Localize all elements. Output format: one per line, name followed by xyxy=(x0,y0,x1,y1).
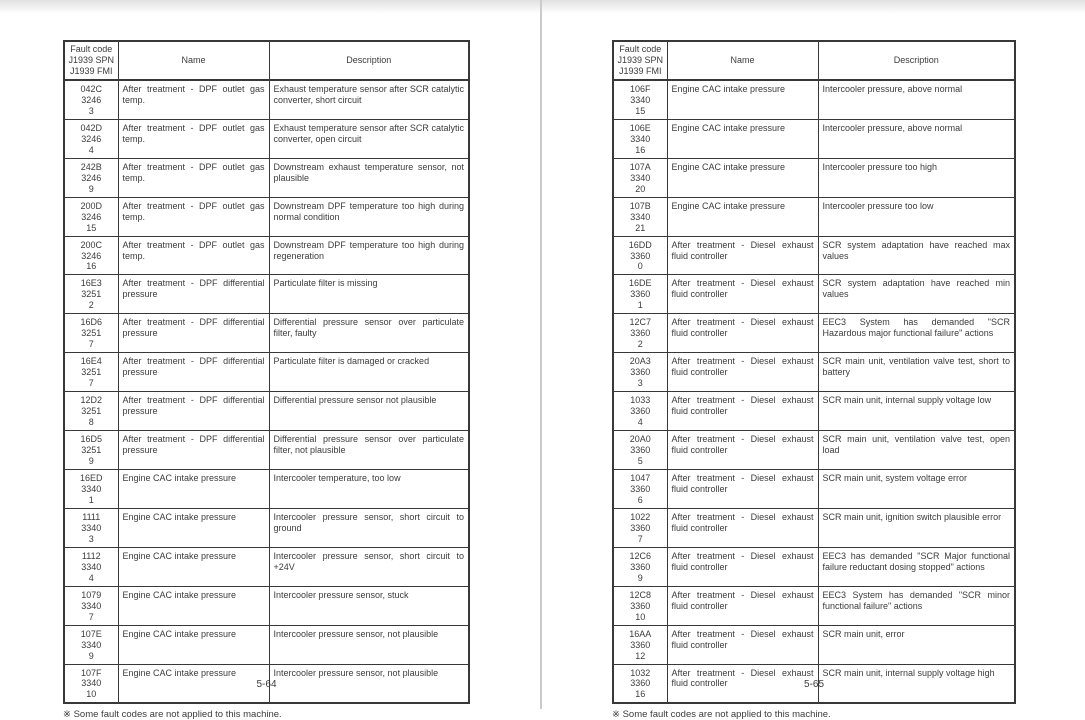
fault-code-table xyxy=(63,40,470,704)
fault-code-line: 1 xyxy=(637,300,643,311)
header-fault-code-line: Fault code xyxy=(70,44,113,54)
fault-code-line: 3340 xyxy=(81,522,102,533)
table-row xyxy=(613,80,1015,119)
name-cell: After treatment - Diesel exhaust fluid controller xyxy=(667,353,818,392)
name-cell: Engine CAC intake pressure xyxy=(667,80,818,119)
fault-code-line: 16D6 xyxy=(80,317,102,328)
fault-code-line: 3360 xyxy=(630,522,651,533)
fault-code-line: 1022 xyxy=(630,511,651,522)
fault-code-line: 12 xyxy=(635,650,646,661)
page-number: 5-64 xyxy=(256,679,277,690)
description-cell: Intercooler pressure, above normal xyxy=(818,80,1015,119)
fault-code-line: 2 xyxy=(88,300,94,311)
name-cell: Engine CAC intake pressure xyxy=(667,197,818,236)
name-cell: After treatment - DPF differential pressure xyxy=(118,275,269,314)
name-cell: After treatment - Diesel exhaust fluid controller xyxy=(667,314,818,353)
fault-code-line: 242B xyxy=(80,161,102,172)
name-cell: After treatment - DPF differential pressure xyxy=(118,314,269,353)
description-cell: Intercooler pressure sensor, not plausible xyxy=(269,625,469,664)
fault-code-line: 3340 xyxy=(630,94,651,105)
name-cell: After treatment - Diesel exhaust fluid controller xyxy=(667,431,818,470)
fault-code-line: 0 xyxy=(637,261,643,272)
fault-code-line: 107F xyxy=(80,667,102,678)
name-cell: Engine CAC intake pressure xyxy=(118,586,269,625)
fault-code-line: 15 xyxy=(635,105,646,116)
table-row xyxy=(613,508,1015,547)
table-row xyxy=(613,158,1015,197)
header-fault-code xyxy=(64,41,118,80)
fault-code-cell xyxy=(613,431,667,470)
name-cell: After treatment - Diesel exhaust fluid controller xyxy=(667,469,818,508)
header-fault-code-line: J1939 SPN xyxy=(617,54,664,65)
description-cell: Intercooler pressure sensor, not plausible xyxy=(269,664,469,703)
fault-code-cell xyxy=(64,80,118,119)
fault-code-line: 12C6 xyxy=(629,550,651,561)
fault-code-line: 3 xyxy=(637,378,643,389)
fault-code-line: 7 xyxy=(637,533,643,544)
fault-code-cell xyxy=(64,119,118,158)
name-cell: After treatment - DPF outlet gas temp. xyxy=(118,236,269,275)
fault-code-line: 7 xyxy=(88,339,94,350)
description-cell: Intercooler pressure too low xyxy=(818,197,1015,236)
fault-code-line: 1032 xyxy=(630,667,651,678)
table-row xyxy=(64,197,469,236)
description-cell: SCR main unit, error xyxy=(818,625,1015,664)
description-cell: SCR system adaptation have reached max values xyxy=(818,236,1015,275)
fault-code-line: 12C7 xyxy=(629,317,651,328)
page-gutter-divider xyxy=(540,0,542,709)
fault-code-line: 21 xyxy=(635,222,646,233)
footnote: ※ Some fault codes are not applied to this machine. xyxy=(63,709,282,720)
table-row xyxy=(64,158,469,197)
fault-code-line: 4 xyxy=(88,572,94,583)
table-row xyxy=(613,119,1015,158)
fault-code-line: 4 xyxy=(88,144,94,155)
fault-code-line: 3360 xyxy=(630,600,651,611)
fault-code-line: 2 xyxy=(637,339,643,350)
description-cell: Downstream exhaust temperature sensor, not plausible xyxy=(269,158,469,197)
fault-code-line: 3340 xyxy=(81,561,102,572)
description-cell: Particulate filter is missing xyxy=(269,275,469,314)
fault-code-cell xyxy=(613,236,667,275)
table-row xyxy=(613,353,1015,392)
description-cell: Downstream DPF temperature too high during normal condition xyxy=(269,197,469,236)
fault-code-line: 16D5 xyxy=(80,434,102,445)
name-cell: Engine CAC intake pressure xyxy=(118,469,269,508)
fault-code-line: 7 xyxy=(88,611,94,622)
description-cell: Exhaust temperature sensor after SCR catalytic converter, short circuit xyxy=(269,80,469,119)
fault-code-line: 3340 xyxy=(630,211,651,222)
fault-code-line: 1033 xyxy=(630,395,651,406)
description-cell: Intercooler temperature, too low xyxy=(269,469,469,508)
fault-code-line: 3251 xyxy=(81,406,102,417)
fault-code-line: 3246 xyxy=(81,172,102,183)
table-row xyxy=(64,625,469,664)
fault-code-cell xyxy=(64,586,118,625)
fault-code-line: 107B xyxy=(629,200,651,211)
fault-code-line: 16AA xyxy=(629,628,652,639)
fault-code-line: 3 xyxy=(88,533,94,544)
name-cell: After treatment - DPF differential pressure xyxy=(118,392,269,431)
fault-code-line: 200C xyxy=(80,239,102,250)
fault-code-line: 3251 xyxy=(81,445,102,456)
fault-code-line: 3360 xyxy=(630,250,651,261)
fault-code-line: 3360 xyxy=(630,445,651,456)
table-row xyxy=(64,547,469,586)
fault-code-line: 3340 xyxy=(81,678,102,689)
description-cell: SCR main unit, ventilation valve test, short to battery xyxy=(818,353,1015,392)
table-row xyxy=(64,275,469,314)
fault-code-line: 12C8 xyxy=(629,589,651,600)
fault-code-line: 106F xyxy=(629,83,651,94)
fault-code-cell xyxy=(613,158,667,197)
table-row xyxy=(613,586,1015,625)
fault-code-line: 106E xyxy=(629,122,651,133)
fault-code-cell xyxy=(613,625,667,664)
name-cell: After treatment - DPF differential pressure xyxy=(118,353,269,392)
fault-code-line: 3251 xyxy=(81,328,102,339)
description-cell: Intercooler pressure, above normal xyxy=(818,119,1015,158)
name-cell: Engine CAC intake pressure xyxy=(667,119,818,158)
fault-code-line: 107A xyxy=(629,161,651,172)
fault-code-line: 3246 xyxy=(81,133,102,144)
fault-code-line: 3360 xyxy=(630,367,651,378)
fault-code-line: 3251 xyxy=(81,367,102,378)
fault-code-line: 8 xyxy=(88,417,94,428)
fault-code-line: 3246 xyxy=(81,94,102,105)
description-cell: Intercooler pressure sensor, short circuit to +24V xyxy=(269,547,469,586)
fault-code-line: 3360 xyxy=(630,328,651,339)
fault-code-line: 3360 xyxy=(630,289,651,300)
fault-code-line: 1079 xyxy=(81,589,102,600)
fault-code-line: 107E xyxy=(80,628,102,639)
fault-code-cell xyxy=(613,392,667,431)
fault-code-cell xyxy=(613,314,667,353)
table-row xyxy=(64,236,469,275)
description-cell: SCR main unit, system voltage error xyxy=(818,469,1015,508)
fault-code-line: 16 xyxy=(86,261,97,272)
fault-code-line: 3360 xyxy=(630,639,651,650)
fault-code-line: 20 xyxy=(635,183,646,194)
description-cell: Intercooler pressure sensor, stuck xyxy=(269,586,469,625)
fault-code-line: 7 xyxy=(88,378,94,389)
fault-code-line: 042D xyxy=(80,122,102,133)
description-cell: Intercooler pressure sensor, short circuit to ground xyxy=(269,508,469,547)
manual-page-left xyxy=(63,40,470,720)
name-cell: After treatment - Diesel exhaust fluid controller xyxy=(667,547,818,586)
table-row xyxy=(613,275,1015,314)
fault-code-line: 9 xyxy=(88,650,94,661)
fault-code-line: 9 xyxy=(88,456,94,466)
name-cell: After treatment - DPF outlet gas temp. xyxy=(118,197,269,236)
table-row xyxy=(613,469,1015,508)
header-fault-code-line: J1939 SPN xyxy=(68,54,115,65)
description-cell: Intercooler pressure too high xyxy=(818,158,1015,197)
fault-code-cell xyxy=(64,547,118,586)
fault-code-cell xyxy=(613,119,667,158)
viewer-top-shadow xyxy=(0,0,1085,14)
description-cell: Downstream DPF temperature too high during regeneration xyxy=(269,236,469,275)
fault-code-line: 3360 xyxy=(630,483,651,494)
fault-code-line: 3340 xyxy=(630,133,651,144)
description-cell: SCR main unit, ignition switch plausible error xyxy=(818,508,1015,547)
table-row xyxy=(64,586,469,625)
fault-code-cell xyxy=(64,625,118,664)
fault-code-line: 3 xyxy=(88,105,94,116)
table-row xyxy=(64,392,469,431)
table-row xyxy=(613,392,1015,431)
table-row xyxy=(613,314,1015,353)
fault-code-line: 16ED xyxy=(79,472,103,483)
fault-code-line: 3360 xyxy=(630,561,651,572)
fault-code-cell xyxy=(613,275,667,314)
name-cell: After treatment - DPF differential pressure xyxy=(118,431,269,470)
fault-code-line: 16E3 xyxy=(80,278,102,289)
fault-code-line: 16DE xyxy=(628,278,652,289)
name-cell: After treatment - Diesel exhaust fluid controller xyxy=(667,625,818,664)
footnote: ※ Some fault codes are not applied to this machine. xyxy=(612,709,831,720)
table-header-row xyxy=(613,41,1015,80)
fault-code-cell xyxy=(64,275,118,314)
header-name: Name xyxy=(118,41,269,80)
fault-code-cell xyxy=(613,80,667,119)
name-cell: After treatment - Diesel exhaust fluid controller xyxy=(667,586,818,625)
table-row xyxy=(613,625,1015,664)
name-cell: After treatment - Diesel exhaust fluid controller xyxy=(667,664,818,703)
fault-code-line: 12D2 xyxy=(80,395,102,406)
fault-code-line: 1047 xyxy=(630,472,651,483)
fault-code-line: 10 xyxy=(86,689,97,700)
fault-code-cell xyxy=(64,508,118,547)
name-cell: After treatment - Diesel exhaust fluid controller xyxy=(667,392,818,431)
header-fault-code-line: J1939 FMI xyxy=(69,65,113,76)
description-cell: Differential pressure sensor over particulate filter, faulty xyxy=(269,314,469,353)
fault-code-line: 4 xyxy=(637,417,643,428)
fault-code-cell xyxy=(613,547,667,586)
fault-code-line: 042C xyxy=(80,83,102,94)
fault-code-line: 1112 xyxy=(81,550,101,561)
description-cell: SCR main unit, internal supply voltage low xyxy=(818,392,1015,431)
name-cell: Engine CAC intake pressure xyxy=(118,625,269,664)
fault-code-line: 200D xyxy=(80,200,102,211)
fault-code-line: 5 xyxy=(637,456,643,466)
name-cell: Engine CAC intake pressure xyxy=(118,664,269,703)
manual-page-right xyxy=(612,40,1016,720)
description-cell: Exhaust temperature sensor after SCR catalytic converter, open circuit xyxy=(269,119,469,158)
name-cell: After treatment - Diesel exhaust fluid controller xyxy=(667,508,818,547)
fault-code-line: 16 xyxy=(635,689,646,700)
table-row xyxy=(64,80,469,119)
header-fault-code-line: Fault code xyxy=(619,44,662,54)
fault-code-line: 1111 xyxy=(82,511,101,522)
table-row xyxy=(613,431,1015,470)
fault-code-cell xyxy=(64,392,118,431)
description-cell: SCR main unit, internal supply voltage high xyxy=(818,664,1015,703)
fault-code-line: 3246 xyxy=(81,211,102,222)
description-cell: Differential pressure sensor over particulate filter, not plausible xyxy=(269,431,469,470)
table-row xyxy=(613,236,1015,275)
fault-code-cell xyxy=(613,353,667,392)
table-row xyxy=(64,119,469,158)
fault-code-line: 3360 xyxy=(630,406,651,417)
header-description: Description xyxy=(269,41,469,80)
fault-code-line: 1 xyxy=(88,494,94,505)
name-cell: After treatment - Diesel exhaust fluid controller xyxy=(667,275,818,314)
fault-code-cell xyxy=(64,353,118,392)
table-row xyxy=(613,197,1015,236)
name-cell: Engine CAC intake pressure xyxy=(118,508,269,547)
fault-code-line: 20A0 xyxy=(629,434,651,445)
fault-code-cell xyxy=(64,236,118,275)
header-fault-code-line: J1939 FMI xyxy=(618,65,662,76)
fault-code-line: 9 xyxy=(637,572,643,583)
fault-code-line: 3251 xyxy=(81,289,102,300)
fault-code-line: 6 xyxy=(637,494,643,505)
fault-code-line: 16E4 xyxy=(80,356,102,367)
description-cell: Differential pressure sensor not plausible xyxy=(269,392,469,431)
name-cell: After treatment - DPF outlet gas temp. xyxy=(118,119,269,158)
fault-code-cell xyxy=(64,469,118,508)
fault-code-line: 16 xyxy=(635,144,646,155)
description-cell: Particulate filter is damaged or cracked xyxy=(269,353,469,392)
fault-code-line: 3360 xyxy=(630,678,651,689)
table-row xyxy=(613,547,1015,586)
page-number: 5-65 xyxy=(803,679,824,690)
name-cell: Engine CAC intake pressure xyxy=(118,547,269,586)
fault-code-cell xyxy=(64,431,118,470)
description-cell: EEC3 System has demanded "SCR minor functional failure" actions xyxy=(818,586,1015,625)
fault-code-cell xyxy=(64,197,118,236)
fault-code-line: 20A3 xyxy=(629,356,651,367)
name-cell: After treatment - DPF outlet gas temp. xyxy=(118,158,269,197)
description-cell: EEC3 has demanded "SCR Major functional failure reductant dosing stopped" actions xyxy=(818,547,1015,586)
fault-code-cell xyxy=(613,197,667,236)
description-cell: SCR main unit, ventilation valve test, open load xyxy=(818,431,1015,470)
fault-code-line: 15 xyxy=(86,222,97,233)
fault-code-line: 16DD xyxy=(628,239,652,250)
fault-code-cell xyxy=(613,469,667,508)
description-cell: SCR system adaptation have reached min values xyxy=(818,275,1015,314)
table-header-row xyxy=(64,41,469,80)
fault-code-cell xyxy=(64,314,118,353)
table-row xyxy=(64,314,469,353)
name-cell: After treatment - Diesel exhaust fluid controller xyxy=(667,236,818,275)
fault-code-line: 3340 xyxy=(81,600,102,611)
fault-code-cell xyxy=(613,508,667,547)
fault-code-line: 3340 xyxy=(81,639,102,650)
name-cell: Engine CAC intake pressure xyxy=(667,158,818,197)
table-row xyxy=(64,469,469,508)
description-cell: EEC3 System has demanded "SCR Hazardous major functional failure" actions xyxy=(818,314,1015,353)
header-description: Description xyxy=(818,41,1015,80)
fault-code-line: 9 xyxy=(88,183,94,194)
name-cell: After treatment - DPF outlet gas temp. xyxy=(118,80,269,119)
fault-code-line: 3340 xyxy=(630,172,651,183)
fault-code-table xyxy=(612,40,1016,704)
fault-code-cell xyxy=(64,158,118,197)
fault-code-cell xyxy=(613,586,667,625)
fault-code-line: 3246 xyxy=(81,250,102,261)
table-row xyxy=(64,508,469,547)
table-row xyxy=(64,431,469,470)
fault-code-line: 10 xyxy=(635,611,646,622)
table-row xyxy=(64,353,469,392)
fault-code-line: 3340 xyxy=(81,483,102,494)
header-fault-code xyxy=(613,41,667,80)
header-name: Name xyxy=(667,41,818,80)
